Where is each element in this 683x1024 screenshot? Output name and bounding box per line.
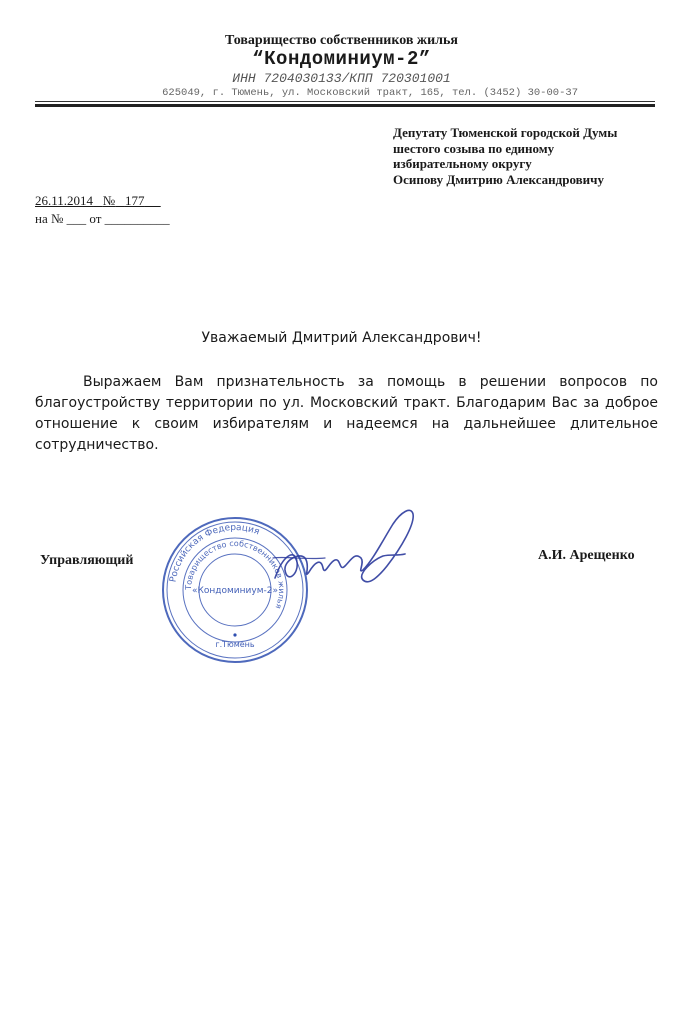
header-rule-thick xyxy=(35,104,655,107)
organization-title: “Кондоминиум-2” xyxy=(252,48,431,70)
seal-center-text: «Кондоминиум-2» xyxy=(192,586,278,596)
ref-from-label: от xyxy=(89,211,102,226)
ref-from-blank: __________ xyxy=(104,211,170,226)
seal-city: г.Тюмень xyxy=(215,640,255,649)
addressee-block xyxy=(393,125,673,187)
addressee-line: Депутату Тюменской городской Думы xyxy=(393,125,618,140)
inn-kpp: ИНН 7204030133/КПП 720301001 xyxy=(232,71,451,86)
seal-dot xyxy=(233,633,236,636)
outgoing-registration xyxy=(35,193,161,209)
header-rule-thin xyxy=(35,101,655,102)
letter-body: Выражаем Вам признательность за помощь в решении вопросов по благоустройству территории по ул. Московский тракт. Благодарим Вас за доброе отношение к своим избирателям и надеемся на дальнейшее длительное сотрудничество. xyxy=(35,374,658,453)
letter-date: 26.11.2014 xyxy=(35,193,94,208)
addressee-line: шестого созыва по единому xyxy=(393,140,555,156)
seal-inner-text: Товарищество собственников жилья xyxy=(183,538,287,611)
letter-number: 177 xyxy=(124,193,145,208)
number-label: № xyxy=(102,193,116,208)
handwritten-signature xyxy=(265,500,425,600)
addressee-line: избирательному округу xyxy=(393,156,532,171)
ref-number-blank: ___ xyxy=(66,211,87,226)
reference-registration xyxy=(35,211,170,227)
ref-label: на № xyxy=(35,211,64,226)
organization-address: 625049, г. Тюмень, ул. Московский тракт, 165, тел. (3452) 30-00-37 xyxy=(162,87,578,99)
signatory-name: А.И. Арещенко xyxy=(538,548,635,563)
addressee-line: Осипову Дмитрию Александровичу xyxy=(393,171,604,187)
organization-name: Товарищество собственников жилья xyxy=(225,33,458,48)
greeting: Уважаемый Дмитрий Александрович! xyxy=(201,330,482,346)
seal-outer-text: Российская Федерация xyxy=(168,522,261,583)
signatory-position: Управляющий xyxy=(40,553,134,568)
